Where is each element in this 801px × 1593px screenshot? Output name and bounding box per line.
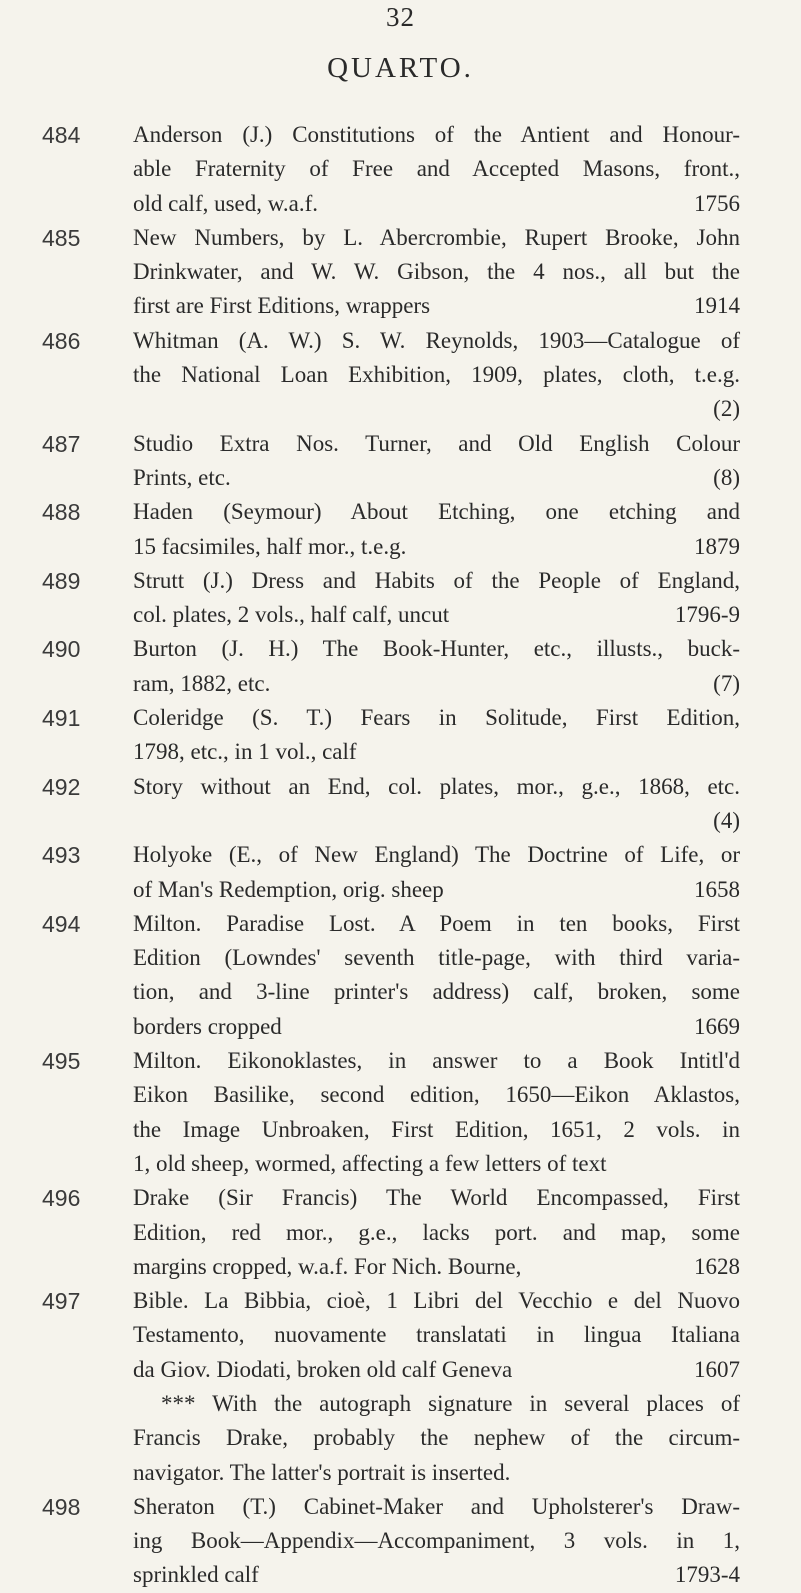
- entry-description: [133, 495, 740, 564]
- catalogue-entry: [0, 770, 801, 839]
- lot-number: 488: [42, 499, 81, 526]
- entry-last-text: of Man's Redemption, orig. sheep: [133, 876, 444, 902]
- entry-date: (2): [713, 396, 740, 422]
- entry-description: [133, 1490, 740, 1593]
- catalogue-entry: [0, 701, 801, 770]
- entry-date: 1628: [694, 1253, 740, 1279]
- entry-last-line: [133, 667, 740, 701]
- entry-description: [133, 632, 740, 701]
- entry-line: Drinkwater, and W. W. Gibson, the 4 nos., all but the: [133, 259, 740, 285]
- entry-description: [133, 324, 740, 427]
- entry-date: (7): [713, 670, 740, 696]
- entry-last-line: [133, 392, 740, 426]
- entry-last-text: borders cropped: [133, 1013, 282, 1039]
- entry-date: (8): [713, 464, 740, 490]
- entry-description: [133, 770, 740, 839]
- entry-last-line: [133, 1147, 740, 1181]
- entry-line: Edition (Lowndes' seventh title-page, with third varia-: [133, 945, 740, 971]
- lot-number: 492: [42, 773, 81, 800]
- entry-description: [133, 427, 740, 496]
- entry-description: [133, 564, 740, 633]
- catalogue-entry: [0, 564, 801, 633]
- entry-line: Whitman (A. W.) S. W. Reynolds, 1903—Catalogue of: [133, 327, 740, 353]
- entry-line: the Image Unbroaken, First Edition, 1651, 2 vols. in: [133, 1116, 740, 1142]
- note-line: *** With the autograph signature in several places of: [161, 1390, 740, 1416]
- entry-line: Eikon Basilike, second edition, 1650—Eikon Aklastos,: [133, 1082, 740, 1108]
- lot-number: 486: [42, 327, 81, 354]
- lot-number: 494: [42, 910, 81, 937]
- entry-date: 1658: [694, 876, 740, 902]
- catalogue-entry: [0, 221, 801, 324]
- entry-description: [133, 1181, 740, 1284]
- entry-last-line: [133, 1353, 740, 1387]
- lot-number: 496: [42, 1185, 81, 1212]
- entry-last-line: [133, 530, 740, 564]
- note-last-line: navigator. The latter's portrait is inserted.: [133, 1459, 511, 1485]
- entry-date: 1793-4: [674, 1562, 740, 1588]
- entry-line: Edition, red mor., g.e., lacks port. and map, some: [133, 1219, 740, 1245]
- catalogue-entry: [0, 324, 801, 427]
- entry-last-line: [133, 1558, 740, 1592]
- entry-last-line: [133, 598, 740, 632]
- entry-last-text: Prints, etc.: [133, 464, 231, 490]
- lot-number: 497: [42, 1288, 81, 1315]
- page-number: 32: [386, 2, 415, 32]
- entry-line: Haden (Seymour) About Etching, one etching and: [133, 499, 740, 525]
- entry-line: Bible. La Bibbia, cioè, 1 Libri del Vecchio e del Nuovo: [133, 1288, 740, 1314]
- entry-line: New Numbers, by L. Abercrombie, Rupert Brooke, John: [133, 224, 740, 250]
- entry-last-line: [133, 804, 740, 838]
- lot-number: 490: [42, 636, 81, 663]
- entry-last-text: col. plates, 2 vols., half calf, uncut: [133, 602, 450, 628]
- entry-line: Burton (J. H.) The Book-Hunter, etc., illusts., buck-: [133, 636, 740, 662]
- entry-date: (4): [713, 807, 740, 833]
- catalogue-entry: [0, 1181, 801, 1284]
- entry-description: [133, 221, 740, 324]
- lot-number: 485: [42, 224, 81, 251]
- entry-line: tion, and 3-line printer's address) calf, broken, some: [133, 979, 740, 1005]
- entry-line: Story without an End, col. plates, mor., g.e., 1868, etc.: [133, 773, 740, 799]
- entry-last-text: 15 facsimiles, half mor., t.e.g.: [133, 533, 407, 559]
- entry-line: Milton. Eikonoklastes, in answer to a Book Intitl'd: [133, 1048, 740, 1074]
- lot-number: 495: [42, 1048, 81, 1075]
- entry-last-text: margins cropped, w.a.f. For Nich. Bourne,: [133, 1253, 522, 1279]
- entry-line: ing Book—Appendix—Accompaniment, 3 vols. in 1,: [133, 1528, 740, 1554]
- entry-last-line: [133, 461, 740, 495]
- entry-line: Milton. Paradise Lost. A Poem in ten books, First: [133, 910, 740, 936]
- entry-last-text: 1, old sheep, wormed, affecting a few letters of text: [133, 1150, 607, 1176]
- entry-last-line: [133, 1250, 740, 1284]
- catalogue-entries: [0, 118, 801, 1593]
- entry-description: [133, 907, 740, 1044]
- entry-line: Studio Extra Nos. Turner, and Old English Colour: [133, 430, 740, 456]
- entry-last-line: [133, 289, 740, 323]
- entry-last-line: [133, 873, 740, 907]
- catalogue-entry: [0, 427, 801, 496]
- entry-date: 1914: [694, 293, 740, 319]
- note-line: Francis Drake, probably the nephew of the circum-: [133, 1425, 740, 1451]
- entry-date: 1607: [694, 1356, 740, 1382]
- entry-last-text: da Giov. Diodati, broken old calf Geneva: [133, 1356, 513, 1382]
- entry-line: Strutt (J.) Dress and Habits of the People of England,: [133, 567, 740, 593]
- entry-description: [133, 118, 740, 221]
- entry-line: Testamento, nuovamente translatati in lingua Italiana: [133, 1322, 740, 1348]
- entry-line: the National Loan Exhibition, 1909, plates, cloth, t.e.g.: [133, 362, 740, 388]
- lot-number: 489: [42, 567, 81, 594]
- catalogue-entry: [0, 495, 801, 564]
- entry-date: 1796-9: [674, 602, 740, 628]
- entry-last-line: [133, 735, 740, 769]
- catalogue-entry: [0, 907, 801, 1044]
- entry-last-line: [133, 187, 740, 221]
- catalogue-entry: [0, 1490, 801, 1593]
- lot-number: 491: [42, 705, 81, 732]
- catalogue-entry: [0, 1284, 801, 1490]
- entry-date: 1756: [694, 190, 740, 216]
- catalogue-entry: [0, 118, 801, 221]
- entry-description: [133, 1284, 740, 1490]
- entry-last-text: 1798, etc., in 1 vol., calf: [133, 739, 357, 765]
- entry-line: Drake (Sir Francis) The World Encompassed, First: [133, 1185, 740, 1211]
- entry-line: Coleridge (S. T.) Fears in Solitude, First Edition,: [133, 705, 740, 731]
- catalogue-entry: [0, 838, 801, 907]
- entry-line: Sheraton (T.) Cabinet-Maker and Upholsterer's Draw-: [133, 1493, 740, 1519]
- lot-number: 498: [42, 1493, 81, 1520]
- lot-number: 487: [42, 430, 81, 457]
- lot-number: 484: [42, 122, 81, 148]
- catalogue-entry: [0, 1044, 801, 1181]
- entry-line: Anderson (J.) Constitutions of the Antient and Honour-: [133, 122, 740, 147]
- entry-last-text: old calf, used, w.a.f.: [133, 190, 318, 216]
- entry-last-text: first are First Editions, wrappers: [133, 293, 431, 319]
- catalogue-entry: [0, 632, 801, 701]
- entry-description: [133, 701, 740, 770]
- lot-number: 493: [42, 842, 81, 869]
- section-title: QUARTO.: [327, 52, 474, 84]
- entry-line: able Fraternity of Free and Accepted Masons, front.,: [133, 156, 740, 182]
- entry-line: Holyoke (E., of New England) The Doctrine of Life, or: [133, 842, 740, 868]
- entry-date: 1669: [694, 1013, 740, 1039]
- entry-description: [133, 1044, 740, 1181]
- entry-last-line: [133, 1010, 740, 1044]
- entry-description: [133, 838, 740, 907]
- entry-last-text: ram, 1882, etc.: [133, 670, 271, 696]
- entry-last-text: sprinkled calf: [133, 1562, 259, 1588]
- entry-date: 1879: [694, 533, 740, 559]
